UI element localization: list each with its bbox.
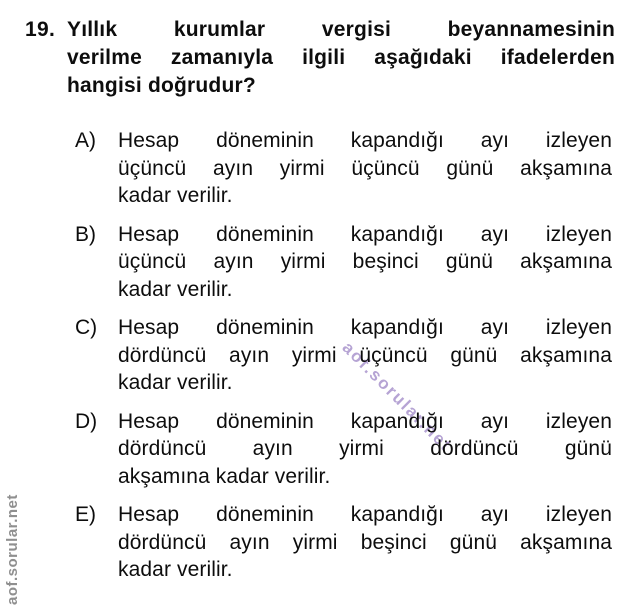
option-d-line-1: Hesap döneminin kapandığı ayı izleyen xyxy=(118,409,612,433)
question-line-3: hangisi doğrudur? xyxy=(67,74,256,97)
option-a xyxy=(75,127,612,210)
options-list xyxy=(75,127,612,595)
option-c xyxy=(75,314,612,397)
option-d-letter: D) xyxy=(75,409,98,433)
question-number: 19. xyxy=(25,18,56,41)
option-a-line-1: Hesap döneminin kapandığı ayı izleyen xyxy=(118,129,612,152)
option-c-line-1: Hesap döneminin kapandığı ayı izleyen xyxy=(118,316,612,339)
option-a-line-2: üçüncü ayın yirmi üçüncü günü akşamına xyxy=(118,156,612,180)
option-c-letter: C) xyxy=(75,316,98,339)
question-line-2: verilme zamanıyla ilgili aşağıdaki ifadelerden xyxy=(67,46,615,69)
watermark-left-vertical: aof.sorular.net xyxy=(4,494,21,605)
option-d-text xyxy=(118,408,612,491)
option-b-letter: B) xyxy=(75,222,96,246)
option-e-line-1: Hesap döneminin kapandığı ayı izleyen xyxy=(118,503,612,526)
option-e-text xyxy=(118,501,612,584)
option-e xyxy=(75,501,612,584)
option-d-line-2: dördüncü ayın yirmi dördüncü günü xyxy=(118,437,612,460)
option-b-text xyxy=(118,221,612,304)
option-c-text xyxy=(118,314,612,397)
option-b-line-2: üçüncü ayın yirmi beşinci günü akşamına xyxy=(118,250,612,273)
option-e-line-2: dördüncü ayın yirmi beşinci günü akşamına xyxy=(118,530,612,554)
option-b xyxy=(75,221,612,304)
option-a-text xyxy=(118,127,612,210)
option-b-line-3: kadar verilir. xyxy=(118,277,233,301)
question-line-1: Yıllık kurumlar vergisi beyannamesinin xyxy=(67,18,615,41)
option-b-line-1: Hesap döneminin kapandığı ayı izleyen xyxy=(118,222,612,246)
question-block xyxy=(25,16,615,100)
option-d xyxy=(75,408,612,491)
option-e-letter: E) xyxy=(75,503,96,526)
option-c-line-3: kadar verilir. xyxy=(118,371,233,394)
watermark-diagonal: aof.sorular.net xyxy=(338,338,457,456)
option-e-line-3: kadar verilir. xyxy=(118,558,233,581)
option-d-line-3: akşamına kadar verilir. xyxy=(118,464,331,488)
option-c-line-2: dördüncü ayın yirmi üçüncü günü akşamına xyxy=(118,343,612,367)
option-a-line-3: kadar verilir. xyxy=(118,184,233,207)
question-text xyxy=(67,16,615,100)
option-a-letter: A) xyxy=(75,129,96,152)
